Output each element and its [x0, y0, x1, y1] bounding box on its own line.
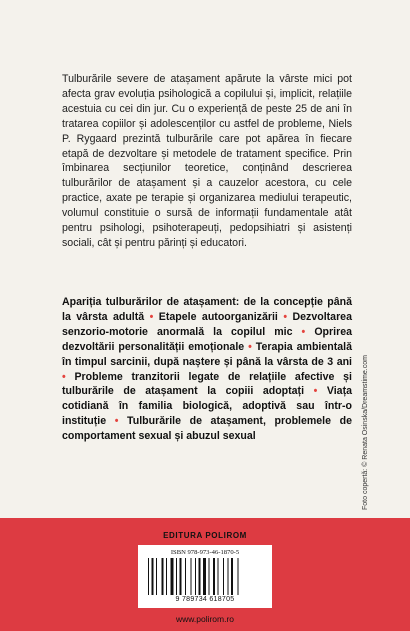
- topic-bullet: •: [292, 325, 315, 338]
- topic-item: Terapia ambientală în timpul sarcinii, după naștere și până la vârsta de 3 ani: [62, 340, 352, 368]
- topic-bullet: •: [277, 310, 293, 323]
- topic-item: Probleme tranzitorii legate de relațiile afective și tulburările de atașament la copiii adoptați: [62, 370, 352, 398]
- topic-item: Apariția tulburărilor de atașament: de la concepție până la vârsta adultă: [62, 296, 352, 323]
- topic-item: Oprirea dezvoltării personalității emoționale: [62, 325, 352, 353]
- book-description: Tulburările severe de atașament apărute la vârste mici pot afecta grav evoluția psihologică a copilului și, implicit, relațiile acestuia cu cei din jur. Cu o experiență de peste 25 de ani în tratarea copiilor și adolescenților cu astfel de probleme, Niels P. Rygaard prezintă tulburările care pot apărea în fiecare etapă de dezvoltare și metodele de tratament specifice. Prin îmbinarea secțiunilor teoretice, conținând descrierea tulburărilor de atașament și a cauzelor acestora, cu cele practice, axate pe terapie și organizarea mediului terapeutic, volumul constituie o sursă de informații fundamentale atât pentru psihologi, psihoterapeuți, pedopsihiatri și asistenți sociali, cât și pentru părinți și educatori.: [62, 73, 352, 249]
- topic-item: Viața cotidiană în familia biologică, adoptivă sau într-o instituție: [62, 385, 352, 428]
- barcode-box: [138, 545, 272, 608]
- topics-list: [62, 295, 352, 444]
- topic-bullet: •: [144, 310, 159, 323]
- topic-bullet: •: [304, 385, 327, 398]
- photo-credit: Foto copertă: © Renata Osinska/Dreamstime.com: [362, 355, 369, 510]
- barcode-number: 9 789734 618705: [175, 596, 235, 603]
- topic-bullet: •: [244, 340, 256, 353]
- publisher-name: EDITURA POLIROM: [163, 531, 247, 540]
- topic-bullet: •: [106, 415, 128, 428]
- barcode-icon: [148, 558, 262, 595]
- topic-item: Dezvoltarea senzorio-motorie anormală la copilul mic: [62, 310, 352, 338]
- isbn-label: ISBN 978-973-46-1870-5: [170, 549, 240, 556]
- publisher-website: www.polirom.ro: [175, 614, 235, 624]
- topic-bullet: •: [62, 370, 75, 383]
- topic-item: Etapele autoorganizării: [158, 310, 278, 323]
- topic-item: Tulburările de atașament, problemele de comportament sexual și abuzul sexual: [62, 415, 352, 443]
